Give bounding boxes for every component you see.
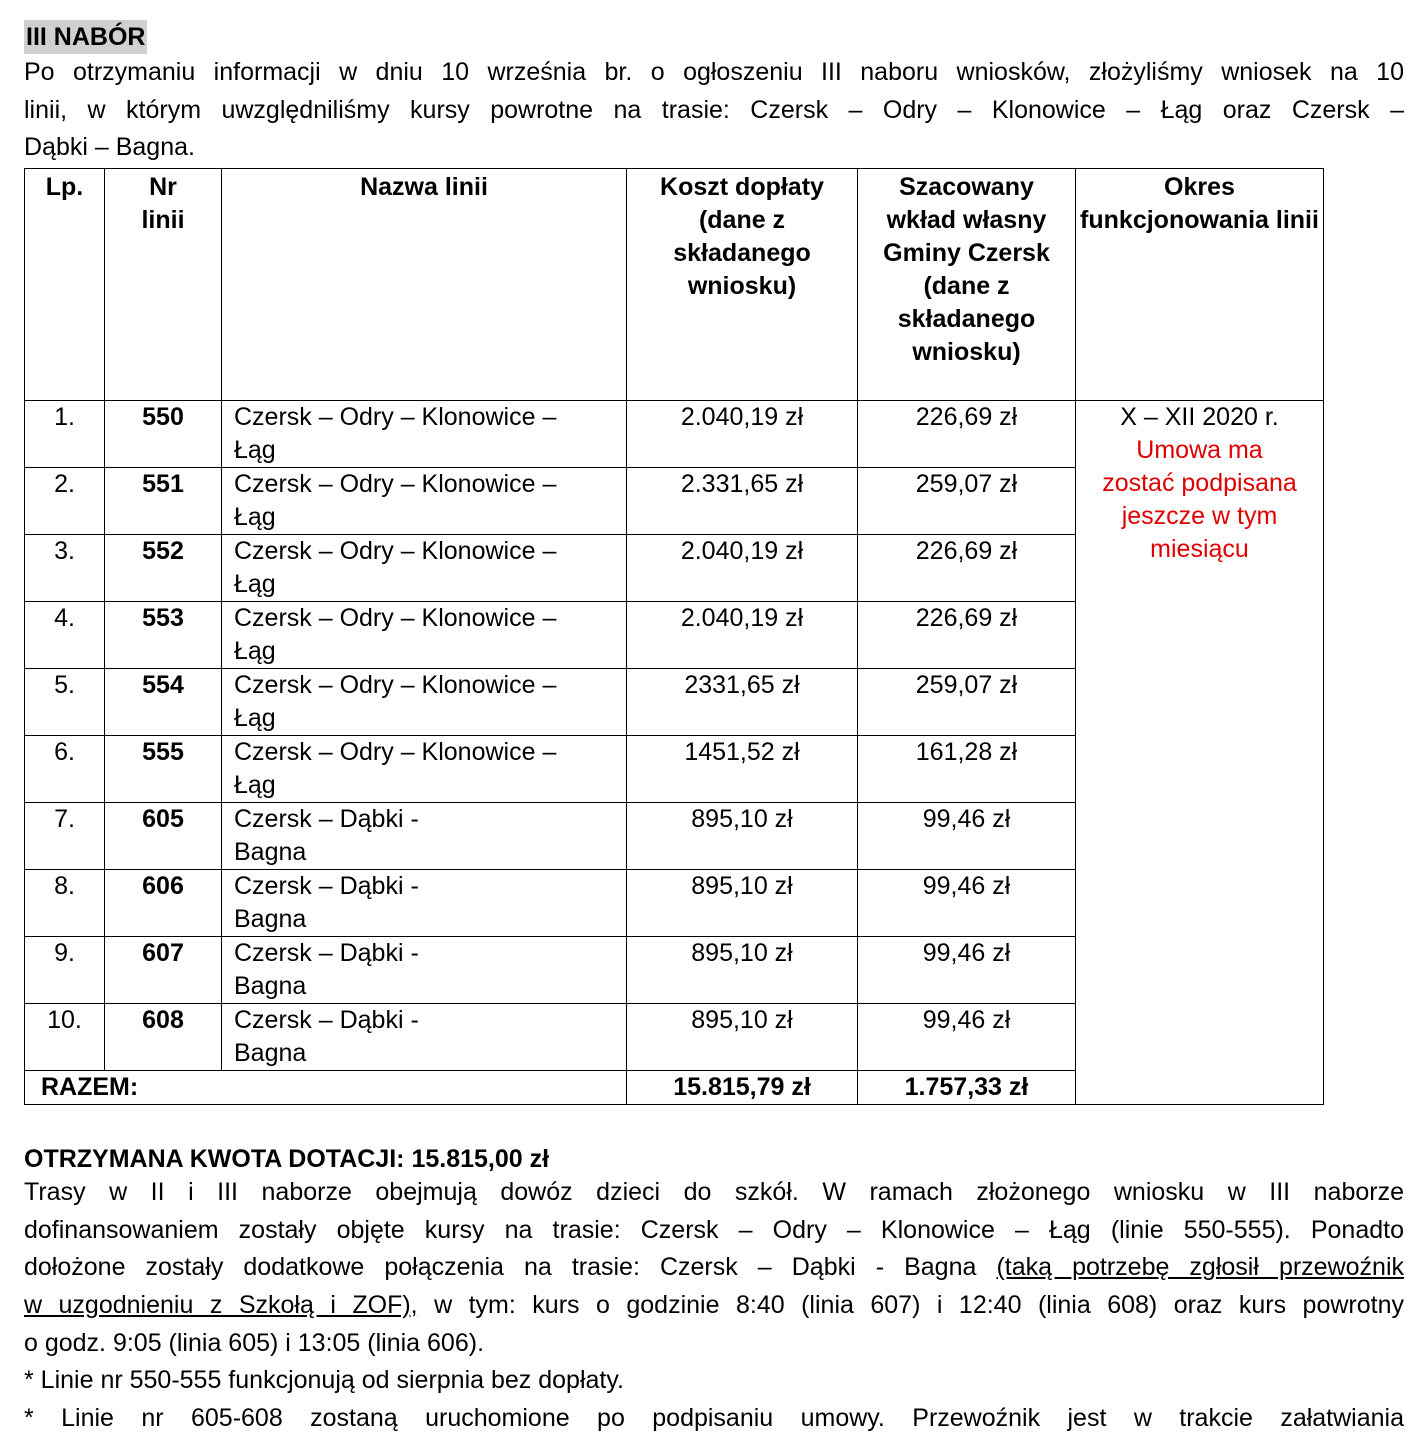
cell-nr: 552 xyxy=(105,535,222,602)
nazwa-line2: Łąg xyxy=(234,637,276,665)
cell-nr: 605 xyxy=(105,803,222,870)
section-heading: III NABÓR xyxy=(24,20,147,54)
cell-nr: 608 xyxy=(105,1004,222,1071)
cell-lp: 7. xyxy=(25,803,105,870)
cell-nazwa xyxy=(222,602,627,669)
nazwa-line1: Czersk – Dąbki - xyxy=(234,939,419,967)
nazwa-line1: Czersk – Odry – Klonowice – xyxy=(234,671,557,699)
cell-koszt: 895,10 zł xyxy=(627,803,858,870)
header-okres: Okres funkcjonowania linii xyxy=(1076,169,1324,401)
okres-note: Umowa ma zostać podpisana jeszcze w tym miesiącu xyxy=(1102,436,1297,563)
cell-koszt: 895,10 zł xyxy=(627,870,858,937)
nazwa-line1: Czersk – Odry – Klonowice – xyxy=(234,403,557,431)
cell-lp: 1. xyxy=(25,401,105,468)
cell-nazwa xyxy=(222,401,627,468)
cell-wklad: 259,07 zł xyxy=(858,669,1076,736)
nazwa-line1: Czersk – Dąbki - xyxy=(234,805,419,833)
body-line xyxy=(24,1249,1404,1287)
nazwa-line1: Czersk – Dąbki - xyxy=(234,1006,419,1034)
intro-line: Po otrzymaniu informacji w dniu 10 września br. o ogłoszeniu III naboru wniosków, złożyliśmy wniosek na 10 xyxy=(24,58,1404,86)
body-line: dofinansowaniem zostały objęte kursy na trasie: Czersk – Odry – Klonowice – Łąg (linie 550-555). Ponadto xyxy=(24,1215,1404,1244)
nazwa-line1: Czersk – Odry – Klonowice – xyxy=(234,604,557,632)
cell-nazwa xyxy=(222,1004,627,1071)
cell-wklad: 99,46 zł xyxy=(858,937,1076,1004)
body-text: dołożone zostały dodatkowe połączenia na trasie: Czersk – Dąbki - Bagna xyxy=(24,1253,997,1282)
cell-nazwa xyxy=(222,535,627,602)
header-wklad: Szacowany wkład własny Gminy Czersk (dane z składanego wniosku) xyxy=(858,169,1076,401)
okres-period: X – XII 2020 r. xyxy=(1120,403,1279,431)
table-row xyxy=(25,401,1324,468)
cell-nazwa xyxy=(222,736,627,803)
intro-paragraph xyxy=(24,54,1404,167)
cell-wklad: 226,69 zł xyxy=(858,602,1076,669)
nazwa-line2: Łąg xyxy=(234,570,276,598)
cell-koszt: 2.331,65 zł xyxy=(627,468,858,535)
cell-nazwa xyxy=(222,937,627,1004)
header-koszt: Koszt dopłaty (dane z składanego wniosku) xyxy=(627,169,858,401)
body-text: w tym: kurs o godzinie 8:40 (linia 607) i 12:40 (linia 608) oraz kurs powrotny xyxy=(417,1291,1404,1320)
nazwa-line1: Czersk – Odry – Klonowice – xyxy=(234,537,557,565)
cell-wklad: 226,69 zł xyxy=(858,535,1076,602)
cell-lp: 9. xyxy=(25,937,105,1004)
nazwa-line1: Czersk – Odry – Klonowice – xyxy=(234,470,557,498)
cell-wklad: 259,07 zł xyxy=(858,468,1076,535)
cell-nr: 555 xyxy=(105,736,222,803)
total-label: RAZEM: xyxy=(25,1071,627,1105)
cell-wklad: 99,46 zł xyxy=(858,803,1076,870)
cell-nazwa xyxy=(222,870,627,937)
nazwa-line2: Łąg xyxy=(234,704,276,732)
nazwa-line2: Bagna xyxy=(234,905,307,933)
body-paragraph xyxy=(24,1174,1404,1438)
cell-koszt: 2.040,19 zł xyxy=(627,401,858,468)
cell-nr: 551 xyxy=(105,468,222,535)
total-wklad: 1.757,33 zł xyxy=(858,1071,1076,1105)
grant-amount-heading: OTRZYMANA KWOTA DOTACJI: 15.815,00 zł xyxy=(24,1145,550,1173)
cell-lp: 6. xyxy=(25,736,105,803)
nazwa-line2: Łąg xyxy=(234,771,276,799)
nazwa-line2: Bagna xyxy=(234,838,307,866)
cell-lp: 8. xyxy=(25,870,105,937)
cell-okres xyxy=(1076,401,1324,1105)
nazwa-line2: Łąg xyxy=(234,503,276,531)
cell-koszt: 2.040,19 zł xyxy=(627,535,858,602)
nazwa-line1: Czersk – Odry – Klonowice – xyxy=(234,738,557,766)
cell-wklad: 99,46 zł xyxy=(858,1004,1076,1071)
cell-nr: 550 xyxy=(105,401,222,468)
lines-table xyxy=(24,168,1324,1105)
cell-nr: 607 xyxy=(105,937,222,1004)
cell-lp: 10. xyxy=(25,1004,105,1071)
header-lp: Lp. xyxy=(25,169,105,401)
table-header-row xyxy=(25,169,1324,401)
cell-lp: 2. xyxy=(25,468,105,535)
cell-nazwa xyxy=(222,669,627,736)
cell-koszt: 2.040,19 zł xyxy=(627,602,858,669)
body-line: o godz. 9:05 (linia 605) i 13:05 (linia 606). xyxy=(24,1328,485,1357)
cell-nazwa xyxy=(222,468,627,535)
header-nazwa: Nazwa linii xyxy=(222,169,627,401)
cell-wklad: 161,28 zł xyxy=(858,736,1076,803)
cell-nr: 554 xyxy=(105,669,222,736)
note-line: * Linie nr 605-608 zostaną uruchomione po podpisaniu umowy. Przewoźnik jest w trakcie załatwiania xyxy=(24,1404,1404,1433)
intro-line: linii, w którym uwzględniliśmy kursy powrotne na trasie: Czersk – Odry – Klonowice – Łąg oraz Czersk – xyxy=(24,95,1404,124)
cell-nr: 553 xyxy=(105,602,222,669)
cell-wklad: 99,46 zł xyxy=(858,870,1076,937)
body-line xyxy=(24,1287,1404,1325)
nazwa-line2: Łąg xyxy=(234,436,276,464)
cell-koszt: 895,10 zł xyxy=(627,1004,858,1071)
note-line: * Linie nr 550-555 funkcjonują od sierpnia bez dopłaty. xyxy=(24,1366,624,1395)
cell-lp: 5. xyxy=(25,669,105,736)
cell-nr: 606 xyxy=(105,870,222,937)
nazwa-line1: Czersk – Dąbki - xyxy=(234,872,419,900)
body-line: Trasy w II i III naborze obejmują dowóz dzieci do szkół. W ramach złożonego wniosku w III naborze xyxy=(24,1178,1404,1206)
header-nr: Nr linii xyxy=(105,169,222,401)
underlined-text: w uzgodnieniu z Szkołą i ZOF), xyxy=(24,1291,418,1320)
total-koszt: 15.815,79 zł xyxy=(627,1071,858,1105)
nazwa-line2: Bagna xyxy=(234,972,307,1000)
cell-nazwa xyxy=(222,803,627,870)
cell-koszt: 2331,65 zł xyxy=(627,669,858,736)
cell-koszt: 1451,52 zł xyxy=(627,736,858,803)
intro-line: Dąbki – Bagna. xyxy=(24,133,195,162)
cell-wklad: 226,69 zł xyxy=(858,401,1076,468)
cell-lp: 3. xyxy=(25,535,105,602)
cell-koszt: 895,10 zł xyxy=(627,937,858,1004)
nazwa-line2: Bagna xyxy=(234,1039,307,1067)
cell-lp: 4. xyxy=(25,602,105,669)
underlined-text: (taką potrzebę zgłosił przewoźnik xyxy=(996,1253,1405,1282)
